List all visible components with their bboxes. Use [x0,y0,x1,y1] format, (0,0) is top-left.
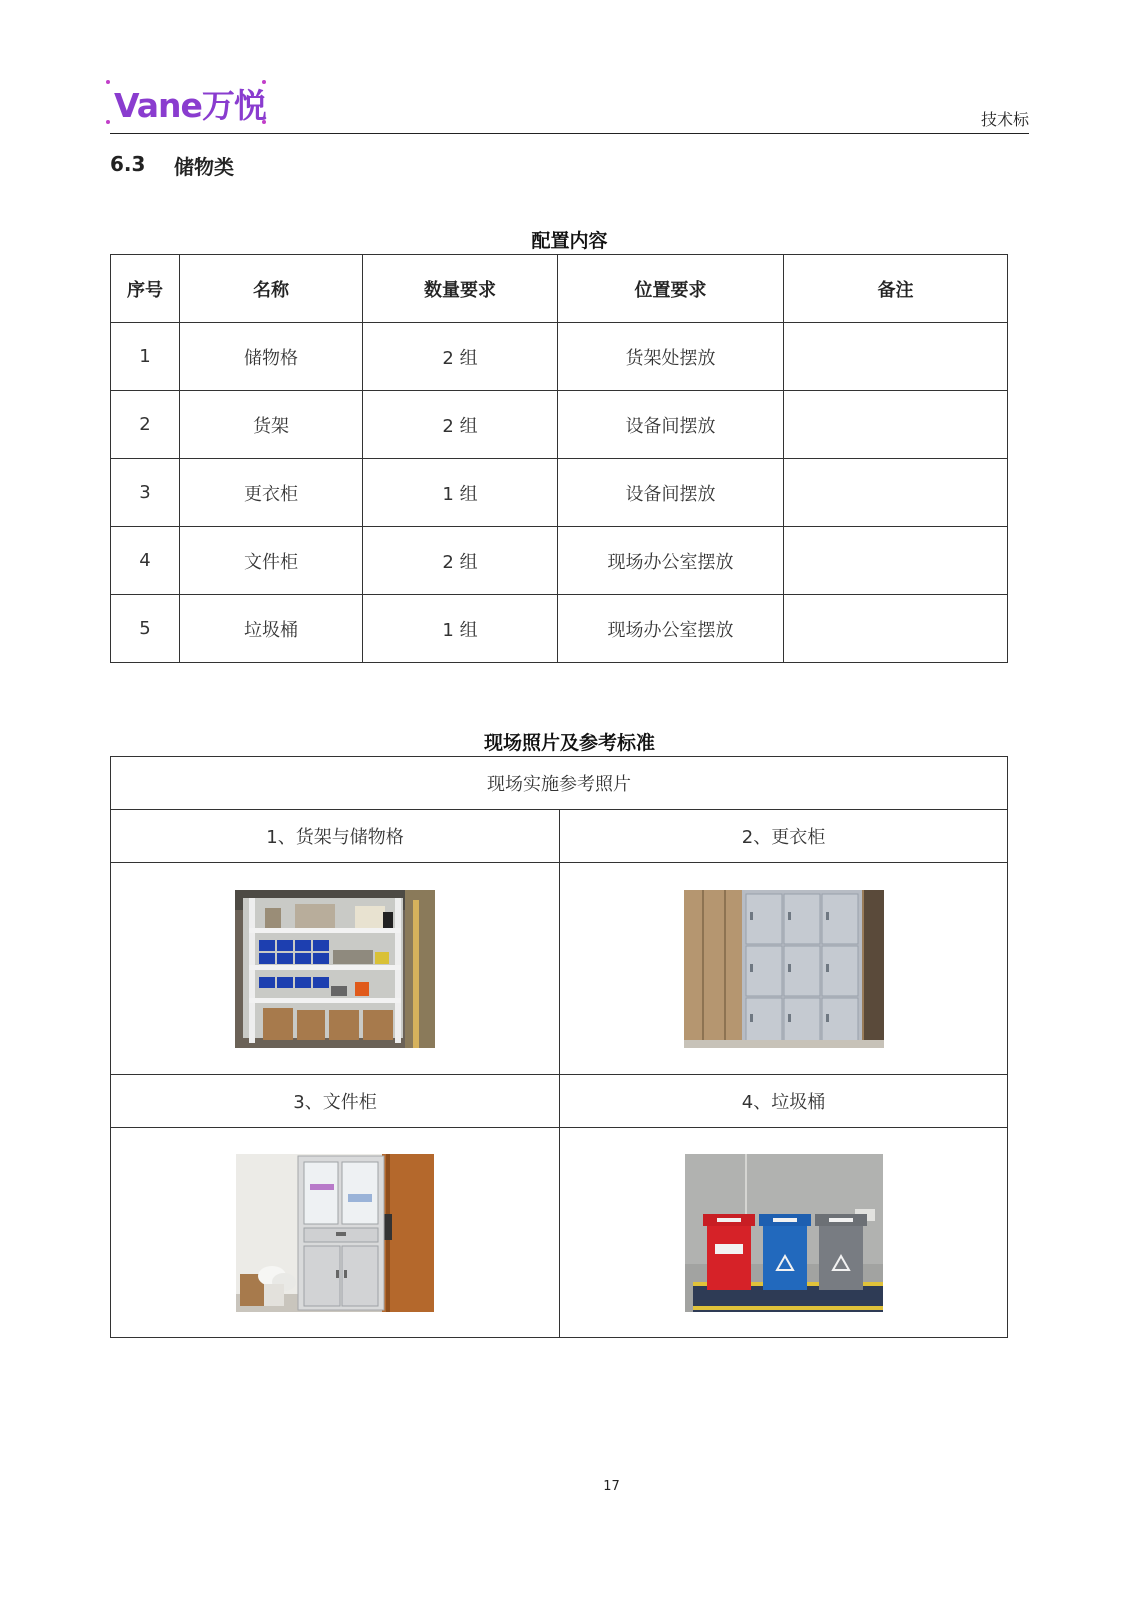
table-cell: 2 组 [363,323,558,391]
table-row [111,323,1008,391]
column-header: 数量要求 [363,255,558,323]
table-cell: 2 组 [363,391,558,459]
table-row [111,527,1008,595]
table-cell [784,323,1008,391]
photo-label: 3、文件柜 [111,1075,560,1128]
shelf-photo-icon [235,890,435,1048]
table-cell: 现场办公室摆放 [558,527,784,595]
table-cell: 2 组 [363,527,558,595]
table-cell [784,527,1008,595]
photo-label: 2、更衣柜 [560,810,1008,863]
column-header: 名称 [180,255,363,323]
table-cell: 1 [111,323,180,391]
table-cell: 3 [111,459,180,527]
table-cell: 垃圾桶 [180,595,363,663]
table-cell: 5 [111,595,180,663]
column-header: 位置要求 [558,255,784,323]
table-cell: 文件柜 [180,527,363,595]
table-cell: 设备间摆放 [558,391,784,459]
photo-table-caption: 现场照片及参考标准 [483,732,655,754]
photo-table [110,756,1008,1338]
table-cell: 储物格 [180,323,363,391]
photo-label: 1、货架与储物格 [111,810,560,863]
table-cell [784,391,1008,459]
locker-photo-icon [684,890,884,1048]
table-row [111,459,1008,527]
section-title: 储物类 [174,155,234,179]
table-row [111,595,1008,663]
table-cell: 1 组 [363,459,558,527]
table-cell: 货架 [180,391,363,459]
config-table [110,254,1008,663]
photo-label: 4、垃圾桶 [560,1075,1008,1128]
column-header: 序号 [111,255,180,323]
table-row [111,391,1008,459]
table-cell: 现场办公室摆放 [558,595,784,663]
section-number: 6.3 [110,152,146,176]
config-table-caption: 配置内容 [531,230,608,252]
table-cell: 1 组 [363,595,558,663]
column-header: 备注 [784,255,1008,323]
doc-label: 技术标 [980,110,1029,129]
table-cell [784,595,1008,663]
file-cabinet-photo-icon [236,1154,434,1312]
table-cell: 货架处摆放 [558,323,784,391]
table-cell: 2 [111,391,180,459]
table-cell: 4 [111,527,180,595]
page-number: 17 [603,1479,620,1494]
table-header-row [111,255,1008,323]
photo-table-header: 现场实施参考照片 [111,757,1008,810]
header-divider [110,133,1029,134]
logo-text: Vane万悦 [114,86,266,125]
table-cell: 更衣柜 [180,459,363,527]
table-cell: 设备间摆放 [558,459,784,527]
brand-logo [106,78,268,128]
trash-bins-photo-icon [685,1154,883,1312]
table-cell [784,459,1008,527]
